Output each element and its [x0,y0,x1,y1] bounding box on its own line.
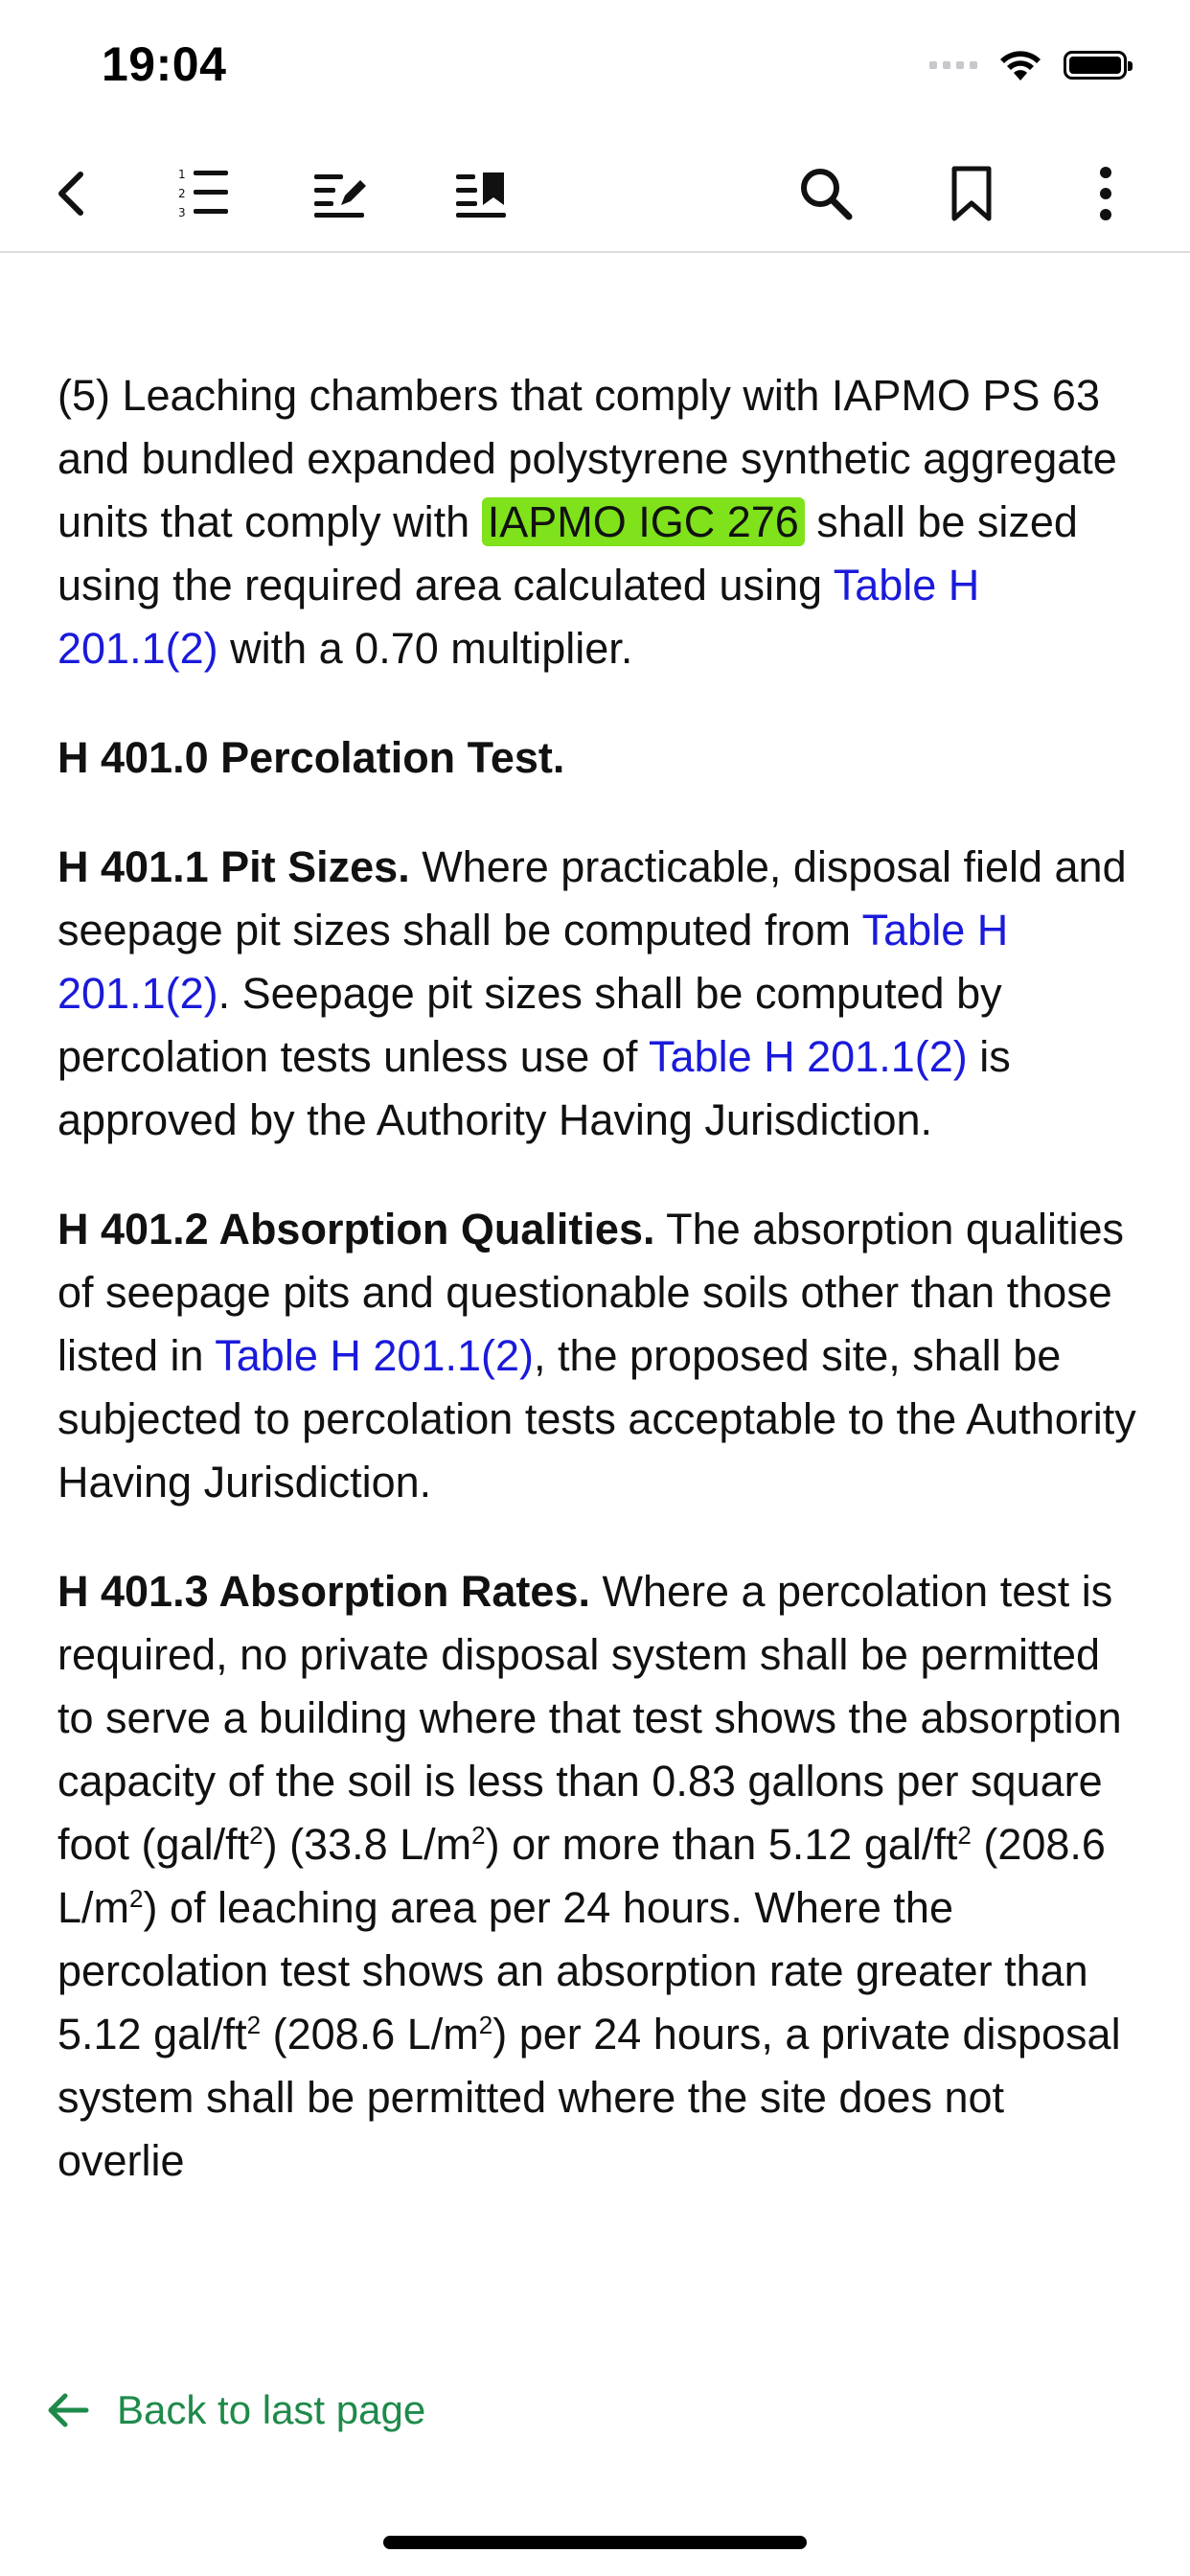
text: (5) Leaching chambers that comply with IAPMO PS 63 and bundled expanded polystyrene synthetic aggregate units that comply with [57,371,1117,546]
table-link[interactable]: Table H 201.1(2) [57,906,1009,1018]
status-indicators [929,48,1127,82]
table-link[interactable]: Table H 201.1(2) [649,1032,968,1081]
heading: H 401.0 Percolation Test. [57,733,565,782]
home-indicator[interactable] [383,2536,807,2549]
bookmarks-list-button[interactable] [443,155,519,232]
svg-text:3: 3 [178,206,186,219]
svg-text:2: 2 [178,187,186,200]
bookmark-button[interactable] [933,155,1010,232]
search-icon [795,163,857,224]
svg-text:1: 1 [178,168,186,181]
wifi-icon [996,48,1044,82]
superscript: 2 [478,2011,493,2039]
text: ) (33.8 L/m [263,1820,472,1869]
superscript: 2 [957,1821,972,1850]
highlighted-text[interactable]: IAPMO IGC 276 [482,497,805,546]
reader-toolbar [0,128,1190,253]
heading: H 401.1 Pit Sizes. [57,842,410,891]
paragraph-pit-sizes [57,836,1140,1152]
text: ) or more than 5.12 gal/ft [485,1820,958,1869]
cellular-signal-icon [929,61,977,69]
text: Where practicable, disposal field and seepage pit sizes shall be computed from [57,842,1127,954]
status-bar [0,0,1190,128]
superscript: 2 [471,1821,486,1850]
heading: H 401.2 Absorption Qualities. [57,1205,655,1254]
paragraph-absorption-rates [57,1560,1140,2193]
text: , the proposed site, shall be subjected to percolation tests acceptable to the Authority Having Jurisdiction. [57,1331,1136,1506]
numbered-list-icon [172,163,234,224]
text: ) of leaching area per 24 hours. Where the percolation test shows an absorption rate greater than 5.12 gal/ft [57,1883,1088,2058]
back-to-last-page-button[interactable] [44,2386,425,2434]
superscript: 2 [129,1884,144,1913]
bookmarks-list-icon [450,163,512,224]
text: The absorption qualities of seepage pits and questionable soils other than those listed in [57,1205,1124,1380]
bookmark-icon [941,163,1002,224]
search-button[interactable] [788,155,864,232]
heading: H 401.3 Absorption Rates. [57,1567,590,1616]
text: is approved by the Authority Having Jurisdiction. [57,1032,1011,1144]
superscript: 2 [246,2011,262,2039]
back-to-last-page-label: Back to last page [117,2387,426,2432]
table-link[interactable]: Table H 201.1(2) [215,1331,534,1380]
table-link[interactable]: Table H 201.1(2) [57,561,980,673]
text: ) per 24 hours, a private disposal system shall be permitted where the site does not overlie [57,2010,1121,2185]
text: (208.6 L/m [57,1820,1106,1932]
arrow-left-icon [44,2386,92,2434]
battery-icon [1064,51,1127,80]
status-time: 19:04 [102,37,227,91]
back-button[interactable] [34,155,111,232]
text: . Seepage pit sizes shall be computed by percolation tests unless use of [57,969,1002,1081]
document-content [57,364,1140,2239]
more-options-button[interactable] [1067,155,1144,232]
table-of-contents-button[interactable] [165,155,241,232]
more-vertical-icon [1075,163,1136,224]
text: (208.6 L/m [261,2010,479,2058]
paragraph-absorption-qualities [57,1198,1140,1514]
superscript: 2 [249,1821,263,1850]
notes-edit-icon [309,163,370,224]
notes-button[interactable] [301,155,378,232]
text: shall be sized using the required area calculated using [57,497,1078,610]
paragraph-leaching-chambers [57,364,1140,680]
text: with a 0.70 multiplier. [217,624,633,673]
chevron-left-icon [42,163,103,224]
text: Where a percolation test is required, no private disposal system shall be permitted to serve a building where that test shows the absorption capacity of the soil is less than 0.83 gallons per square foot (gal/ft [57,1567,1122,1869]
section-heading-percolation-test [57,726,1140,790]
